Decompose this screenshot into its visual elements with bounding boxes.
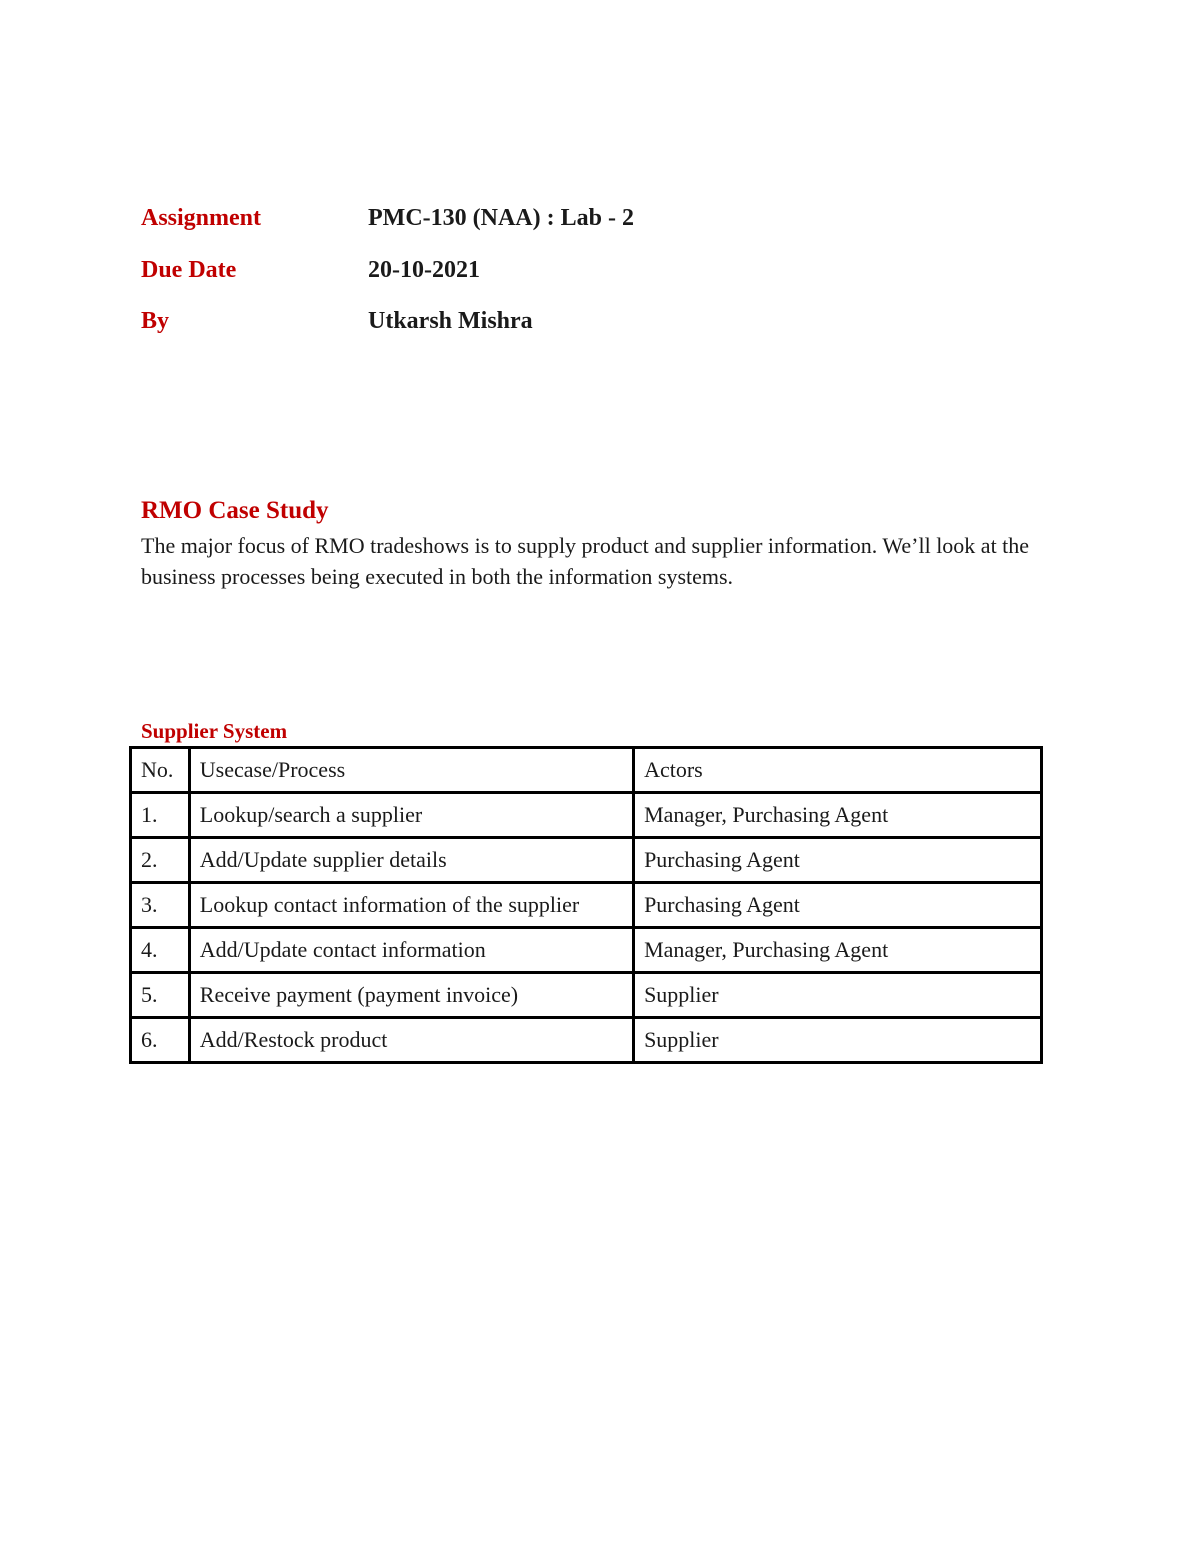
cell-no: 1.: [131, 793, 190, 838]
due-date-value: 20-10-2021: [368, 257, 480, 283]
cell-usecase: Lookup/search a supplier: [189, 793, 633, 838]
table-row: [131, 883, 1042, 928]
table-row: [131, 973, 1042, 1018]
table-header-row: [131, 748, 1042, 793]
cell-no: 3.: [131, 883, 190, 928]
supplier-usecase-table: [129, 746, 1043, 1064]
header-cell-no: No.: [131, 748, 190, 793]
author-value: Utkarsh Mishra: [368, 308, 533, 334]
author-label: By: [141, 308, 170, 334]
cell-no: 4.: [131, 928, 190, 973]
assignment-label: Assignment: [141, 205, 262, 231]
cell-usecase: Receive payment (payment invoice): [189, 973, 633, 1018]
cell-usecase: Add/Update supplier details: [189, 838, 633, 883]
cell-actors: Manager, Purchasing Agent: [634, 928, 1042, 973]
cell-usecase: Add/Restock product: [189, 1018, 633, 1063]
cell-actors: Manager, Purchasing Agent: [634, 793, 1042, 838]
cell-no: 6.: [131, 1018, 190, 1063]
due-date-label: Due Date: [141, 257, 237, 283]
table-row: [131, 1018, 1042, 1063]
cell-usecase: Lookup contact information of the supplier: [189, 883, 633, 928]
cell-actors: Supplier: [634, 1018, 1042, 1063]
cell-usecase: Add/Update contact information: [189, 928, 633, 973]
header-cell-usecase: Usecase/Process: [189, 748, 633, 793]
cell-no: 5.: [131, 973, 190, 1018]
cell-actors: Supplier: [634, 973, 1042, 1018]
assignment-value: PMC-130 (NAA) : Lab - 2: [368, 205, 634, 231]
case-study-heading: RMO Case Study: [141, 497, 329, 524]
cell-actors: Purchasing Agent: [634, 883, 1042, 928]
case-study-intro: The major focus of RMO tradeshows is to supply product and supplier information. We’ll look at the business processes being executed in both the information systems.: [141, 533, 1030, 589]
cell-no: 2.: [131, 838, 190, 883]
cell-actors: Purchasing Agent: [634, 838, 1042, 883]
table-row: [131, 928, 1042, 973]
table-row: [131, 793, 1042, 838]
header-cell-actors: Actors: [634, 748, 1042, 793]
table-row: [131, 838, 1042, 883]
supplier-system-heading: Supplier System: [141, 719, 288, 743]
